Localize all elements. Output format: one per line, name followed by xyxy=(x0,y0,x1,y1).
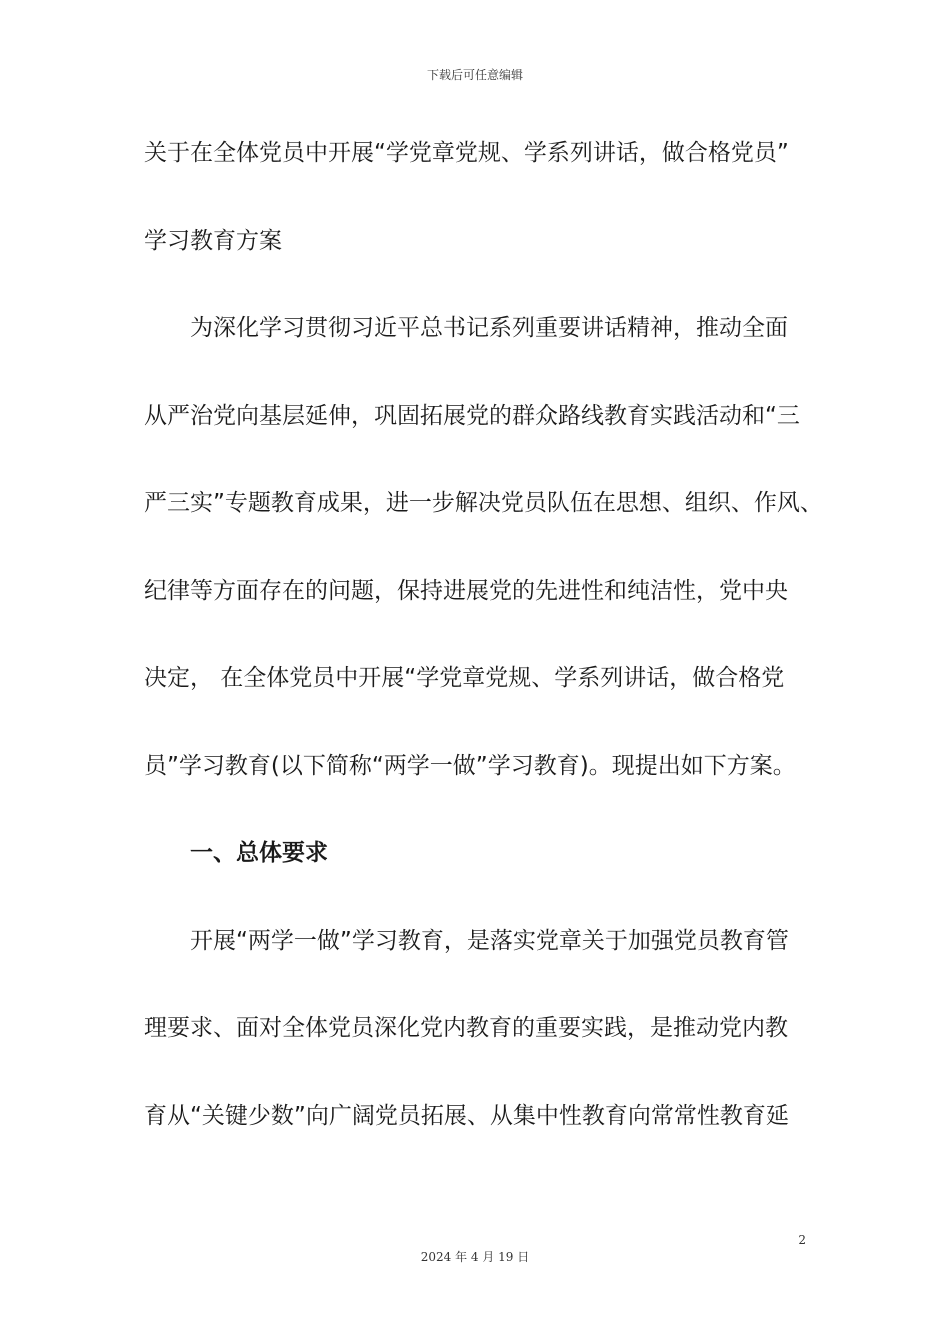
page-footer-date: 2024 年 4 月 19 日 xyxy=(420,1250,530,1264)
paragraph-line: 育从“关键少数”向广阔党员拓展、从集中性教育向常常性教育延 xyxy=(144,1102,789,1129)
paragraph-line: 为深化学习贯彻习近平总书记系列重要讲话精神，推动全面 xyxy=(190,315,788,341)
page-number: 2 xyxy=(798,1233,806,1247)
paragraph-line: 理要求、面对全体党员深化党内教育的重要实践，是推动党内教 xyxy=(144,1015,788,1041)
paragraph-line: 开展“两学一做”学习教育，是落实党章关于加强党员教育管 xyxy=(190,927,789,954)
paragraph-line: 决定， 在全体党员中开展“学党章党规、学系列讲话，做合格党 xyxy=(144,665,785,691)
paragraph-line: 从严治党向基层延伸，巩固拓展党的群众路线教育实践活动和“三 xyxy=(144,402,800,429)
title-line-2: 学习教育方案 xyxy=(144,227,282,254)
section-heading: 一、总体要求 xyxy=(190,840,328,866)
document-body xyxy=(144,128,823,1178)
paragraph-line: 员”学习教育(以下简称“两学一做”学习教育)。现提出如下方案。 xyxy=(144,752,796,779)
title-line-1: 关于在全体党员中开展“学党章党规、学系列讲话，做合格党员” xyxy=(144,140,789,166)
page-header: 下载后可任意编辑 xyxy=(426,68,523,82)
paragraph-line: 纪律等方面存在的问题，保持进展党的先进性和纯洁性，党中央 xyxy=(144,577,788,604)
paragraph-line: 严三实”专题教育成果，进一步解决党员队伍在思想、组织、作风、 xyxy=(144,490,823,516)
